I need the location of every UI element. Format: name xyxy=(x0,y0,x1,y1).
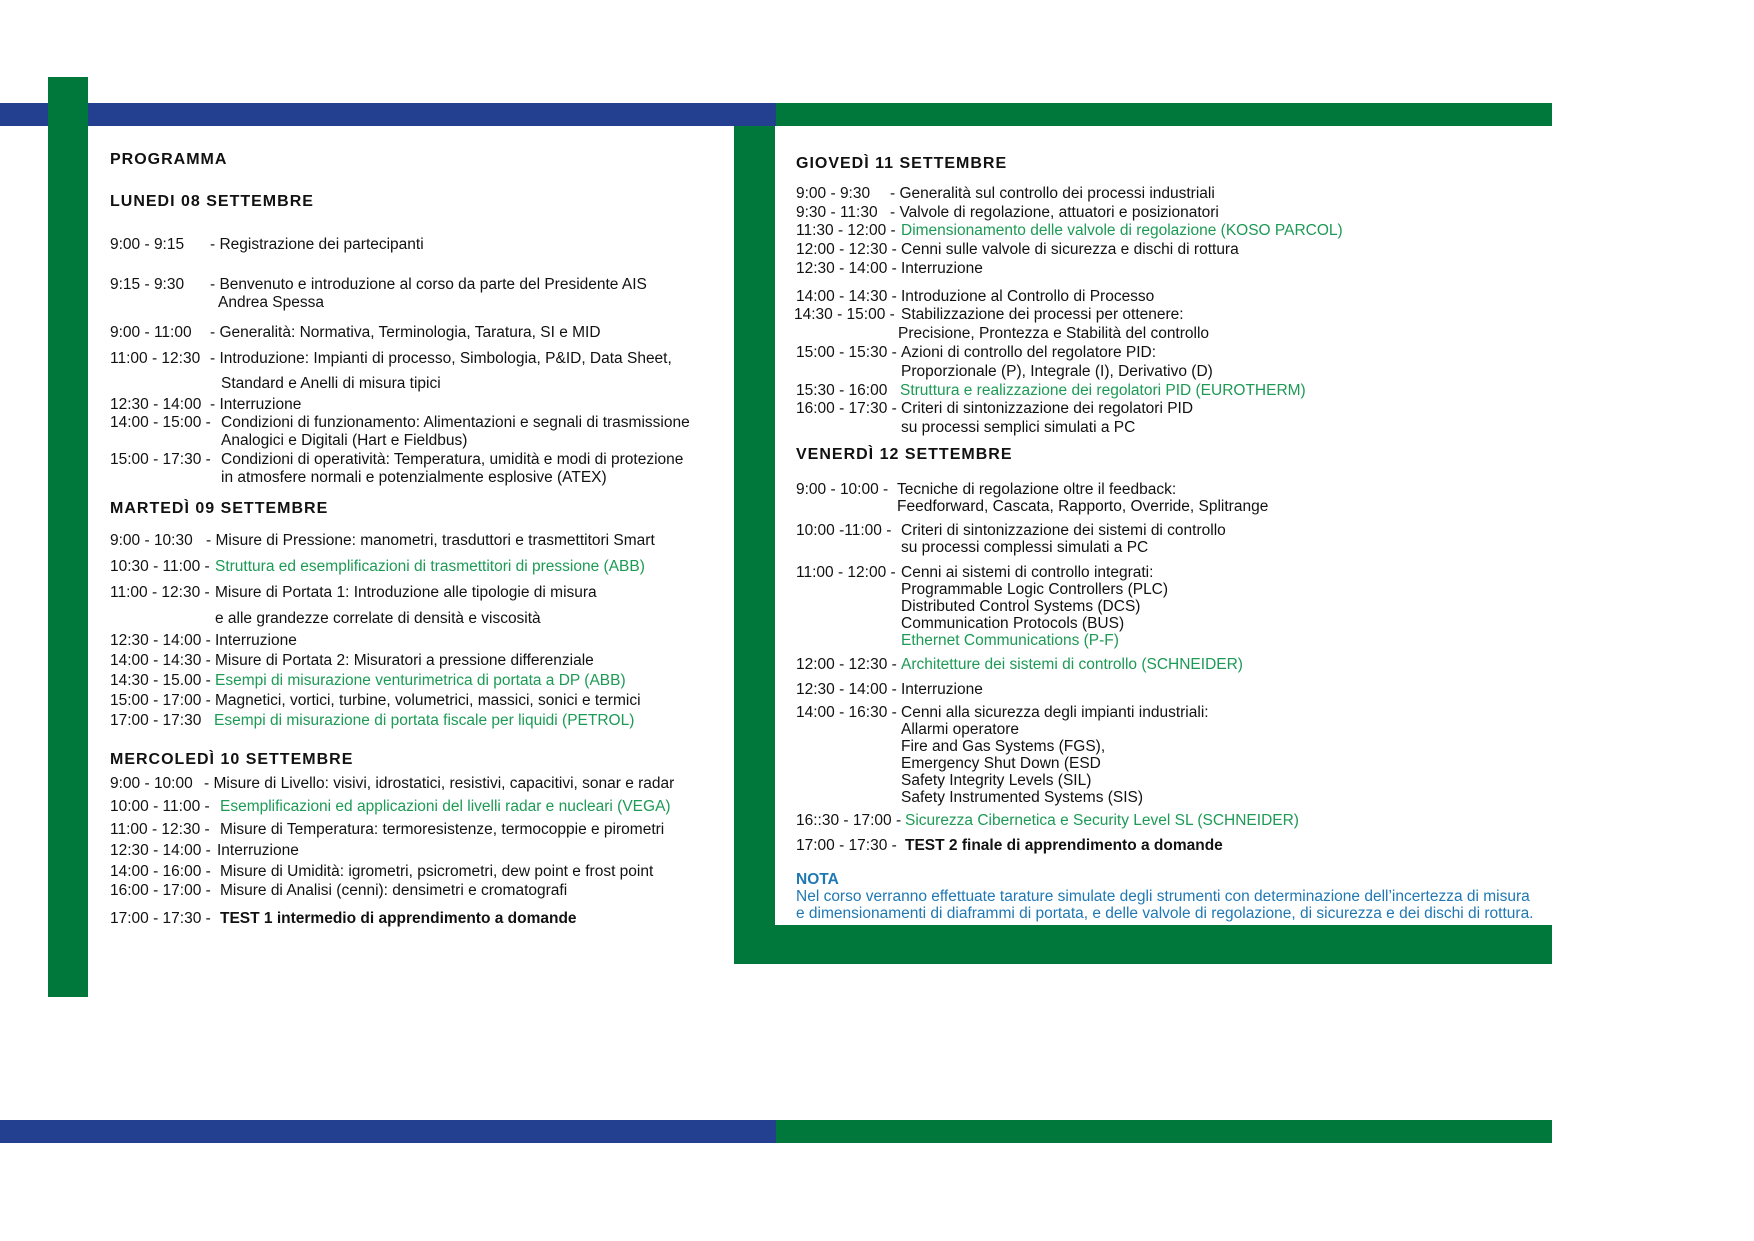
schedule-time: 17:00 - 17:30 - xyxy=(110,910,211,927)
program-title: PROGRAMMA xyxy=(110,151,228,168)
schedule-time: 15:30 - 16:00 xyxy=(796,382,888,399)
blue-connector xyxy=(734,103,776,126)
bottom-left-blue-bar xyxy=(0,1120,776,1143)
schedule-item-text: - Misure di Livello: visivi, idrostatici, resistivi, capacitivi, sonar e radar xyxy=(204,775,675,792)
schedule-time: 12:30 - 14:00 xyxy=(110,396,202,413)
schedule-item-text-sponsor: Esemplificazioni ed applicazioni del livelli radar e nucleari (VEGA) xyxy=(220,798,671,815)
schedule-item-text: Misure di Portata 2: Misuratori a pressione differenziale xyxy=(215,652,594,669)
schedule-time: 14:00 - 14:30 - xyxy=(110,652,211,669)
right-vertical-green-bar xyxy=(734,126,775,964)
schedule-item-text: Cenni alla sicurezza degli impianti industriali: xyxy=(901,704,1209,721)
sub-item: Distributed Control Systems (DCS) xyxy=(901,598,1141,615)
schedule-item-text-continued: Standard e Anelli di misura tipici xyxy=(221,375,441,392)
schedule-time: 9:00 - 10:00 - xyxy=(796,481,889,498)
schedule-item: 9:00 - 9:15 xyxy=(110,236,185,253)
schedule-item-text-continued: su processi complessi simulati a PC xyxy=(901,539,1149,556)
schedule-item-text: Interruzione xyxy=(901,260,983,277)
schedule-item-text: Tecniche di regolazione oltre il feedback: xyxy=(897,481,1177,498)
schedule-time: 11:30 - 12:00 - xyxy=(796,222,896,239)
schedule-item-text: - Valvole di regolazione, attuatori e posizionatori xyxy=(890,204,1219,221)
schedule-time: 10:00 -11:00 - xyxy=(796,522,892,539)
schedule-item-text: - Registrazione dei partecipanti xyxy=(210,236,424,253)
schedule-item-text-sponsor: Sicurezza Cibernetica e Security Level SL (SCHNEIDER) xyxy=(905,812,1299,829)
schedule-item-text-continued: Feedforward, Cascata, Rapporto, Override, Splitrange xyxy=(897,498,1269,515)
schedule-time: 12:30 - 14:00 - xyxy=(796,260,897,277)
schedule-item-text: Cenni sulle valvole di sicurezza e dischi di rottura xyxy=(901,241,1239,258)
schedule-time: 9:00 - 10:30 xyxy=(110,532,193,549)
schedule-time: 14:00 - 16:30 - xyxy=(796,704,897,721)
sub-item: Safety Integrity Levels (SIL) xyxy=(901,772,1092,789)
day-heading-wednesday: MERCOLEDÌ 10 SETTEMBRE xyxy=(110,751,354,768)
bottom-right-green-bar xyxy=(776,1120,1552,1143)
schedule-time: 14:00 - 14:30 - xyxy=(796,288,897,305)
schedule-time: 11:00 - 12:00 - xyxy=(796,564,896,581)
schedule-time: 17:00 - 17:30 - xyxy=(796,837,897,854)
sub-item: Communication Protocols (BUS) xyxy=(901,615,1125,632)
schedule-item-text-sponsor: Esempi di misurazione venturimetrica di portata a DP (ABB) xyxy=(215,672,626,689)
right-program-column xyxy=(796,0,1556,1000)
note-title: NOTA xyxy=(796,871,839,888)
left-program-column xyxy=(110,0,730,1000)
schedule-item-text: Stabilizzazione dei processi per ottenere: xyxy=(901,306,1184,323)
note-text-line2: e dimensionamenti di diaframmi di portata, e delle valvole di regolazione, di sicurezza e dei dischi di rottura. xyxy=(796,905,1534,922)
schedule-item-text: Condizioni di operatività: Temperatura, umidità e modi di protezione xyxy=(221,451,684,468)
schedule-item-text: - Misure di Pressione: manometri, trasduttori e trasmettitori Smart xyxy=(206,532,655,549)
schedule-time: 12:30 - 14:00 - xyxy=(110,842,211,859)
schedule-item-text: Interruzione xyxy=(215,632,297,649)
schedule-item-text-continued: Precisione, Prontezza e Stabilità del controllo xyxy=(898,325,1210,342)
schedule-time: 9:00 - 9:30 xyxy=(796,185,871,202)
schedule-time: 12:30 - 14:00 - xyxy=(796,681,897,698)
schedule-item-text-continued: Analogici e Digitali (Hart e Fieldbus) xyxy=(221,432,468,449)
schedule-time: 11:00 - 12:30 xyxy=(110,350,201,367)
schedule-time: 9:00 - 10:00 xyxy=(110,775,193,792)
sub-item: Allarmi operatore xyxy=(901,721,1020,738)
schedule-item-text-sponsor: Struttura e realizzazione dei regolatori PID (EUROTHERM) xyxy=(900,382,1306,399)
schedule-time: 14:30 - 15:00 - xyxy=(794,306,895,323)
sub-item: Fire and Gas Systems (FGS), xyxy=(901,738,1106,755)
schedule-item-text: Misure di Portata 1: Introduzione alle tipologie di misura xyxy=(215,584,597,601)
schedule-time: 10:00 - 11:00 - xyxy=(110,798,210,815)
schedule-time: 12:30 - 14:00 - xyxy=(110,632,211,649)
schedule-item-text: Magnetici, vortici, turbine, volumetrici, massici, sonici e termici xyxy=(215,692,641,709)
schedule-item-text: - Benvenuto e introduzione al corso da parte del Presidente AIS xyxy=(210,276,647,293)
note-text-line1: Nel corso verranno effettuate tarature simulate degli strumenti con determinazione dell’incertezza di misura xyxy=(796,888,1530,905)
day-heading-thursday: GIOVEDÌ 11 SETTEMBRE xyxy=(796,155,1008,172)
schedule-item-text: Condizioni di funzionamento: Alimentazioni e segnali di trasmissione xyxy=(221,414,690,431)
schedule-item-text: - Interruzione xyxy=(210,396,302,413)
schedule-item-text: - Generalità sul controllo dei processi industriali xyxy=(890,185,1215,202)
sub-item: Safety Instrumented Systems (SIS) xyxy=(901,789,1144,806)
schedule-time: 9:15 - 9:30 xyxy=(110,276,185,293)
schedule-time: 16:00 - 17:00 - xyxy=(110,882,211,899)
schedule-item-text: Misure di Analisi (cenni): densimetri e cromatografi xyxy=(220,882,568,899)
schedule-time: 12:00 - 12:30 - xyxy=(796,656,897,673)
schedule-time: 15:00 - 15:30 - xyxy=(796,344,897,361)
schedule-item-text-sponsor: Struttura ed esemplificazioni di trasmettitori di pressione (ABB) xyxy=(215,558,645,575)
schedule-time: 11:00 - 12:30 - xyxy=(110,584,210,601)
schedule-item-text: - Introduzione: Impianti di processo, Simbologia, P&ID, Data Sheet, xyxy=(210,350,672,367)
schedule-time: 14:00 - 16:00 - xyxy=(110,863,211,880)
schedule-item-text: Criteri di sintonizzazione dei regolatori PID xyxy=(901,400,1194,417)
schedule-time: 14:30 - 15.00 - xyxy=(110,672,211,689)
schedule-item-text-sponsor: Esempi di misurazione di portata fiscale per liquidi (PETROL) xyxy=(214,712,635,729)
schedule-time: 9:00 - 11:00 xyxy=(110,324,192,341)
test-1-label: TEST 1 intermedio di apprendimento a domande xyxy=(220,910,577,927)
schedule-item-text: Misure di Temperatura: termoresistenze, termocoppie e pirometri xyxy=(220,821,665,838)
test-2-label: TEST 2 finale di apprendimento a domande xyxy=(905,837,1223,854)
schedule-item-text: Introduzione al Controllo di Processo xyxy=(901,288,1155,305)
sub-item: Emergency Shut Down (ESD xyxy=(901,755,1101,772)
schedule-item-text-continued: Andrea Spessa xyxy=(218,294,324,311)
schedule-time: 9:30 - 11:30 xyxy=(796,204,878,221)
day-heading-friday: VENERDÌ 12 SETTEMBRE xyxy=(796,446,1013,463)
schedule-item-text: Azioni di controllo del regolatore PID: xyxy=(901,344,1157,361)
schedule-item-text: Cenni ai sistemi di controllo integrati: xyxy=(901,564,1154,581)
schedule-time: 14:00 - 15:00 - xyxy=(110,414,211,431)
schedule-time: 15:00 - 17:30 - xyxy=(110,451,211,468)
schedule-time: 16:00 - 17:30 - xyxy=(796,400,897,417)
schedule-time: 10:30 - 11:00 - xyxy=(110,558,210,575)
schedule-item-text-sponsor: Dimensionamento delle valvole di regolazione (KOSO PARCOL) xyxy=(901,222,1343,239)
schedule-item-text: Criteri di sintonizzazione dei sistemi di controllo xyxy=(901,522,1226,539)
left-vertical-green-bar xyxy=(48,77,88,997)
schedule-time: 11:00 - 12:30 - xyxy=(110,821,210,838)
schedule-time: 12:00 - 12:30 - xyxy=(796,241,897,258)
schedule-item-text: Interruzione xyxy=(901,681,983,698)
schedule-item-text-continued: e alle grandezze correlate di densità e viscosità xyxy=(215,610,541,627)
schedule-item-text-continued: in atmosfere normali e potenzialmente esplosive (ATEX) xyxy=(221,469,607,486)
schedule-item-text-continued: Proporzionale (P), Integrale (I), Derivativo (D) xyxy=(901,363,1213,380)
schedule-item-text: Misure di Umidità: igrometri, psicrometri, dew point e frost point xyxy=(220,863,654,880)
schedule-time: 17:00 - 17:30 xyxy=(110,712,202,729)
schedule-item-text-continued: su processi semplici simulati a PC xyxy=(901,419,1136,436)
schedule-time: 15:00 - 17:00 - xyxy=(110,692,211,709)
day-heading-monday: LUNEDI 08 SETTEMBRE xyxy=(110,193,314,210)
schedule-item-text: Interruzione xyxy=(217,842,299,859)
schedule-item-text-sponsor: Architetture dei sistemi di controllo (SCHNEIDER) xyxy=(901,656,1243,673)
day-heading-tuesday: MARTEDÌ 09 SETTEMBRE xyxy=(110,500,329,517)
sub-item: Programmable Logic Controllers (PLC) xyxy=(901,581,1169,598)
schedule-time: 16::30 - 17:00 - xyxy=(796,812,902,829)
schedule-item-text: - Generalità: Normativa, Terminologia, Taratura, SI e MID xyxy=(210,324,601,341)
top-left-blue-bar-overlap xyxy=(0,103,48,126)
sub-item-sponsor: Ethernet Communications (P-F) xyxy=(901,632,1119,649)
